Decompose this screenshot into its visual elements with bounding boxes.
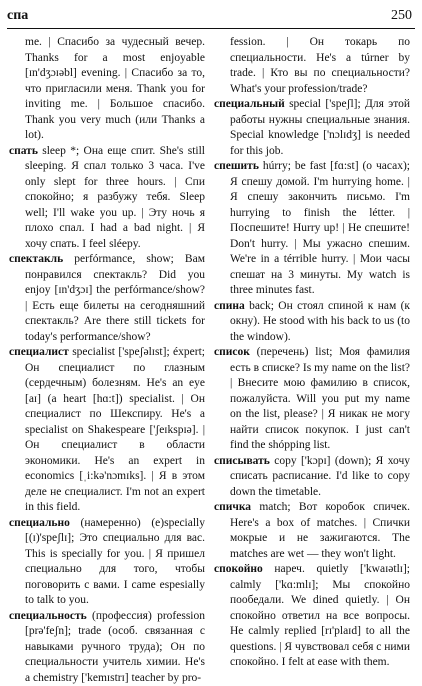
dictionary-entry <box>9 252 205 345</box>
entry-body: back; Он стоял спиной к нам (к окну). He stood with his back to us (to the window). <box>230 300 410 343</box>
entry-body: (намеренно) (e)specially [(ɪ)'speʃlɪ]; Это специально для вас. This is specially for you. | Я пришел специально для того, чтобы поговорить с вами. I came espesially to talk to you. <box>25 517 205 607</box>
entry-body: specialist ['speʃəlɪst]; éxpert; Он специалист по глазным (сердечным) болезням. He's an eye [aɪ] (a heart [hɑ:t]) specialist. | Он специалист по Шекспиру. He's a specialist on Shakespeare ['ʃeɪkspɪə]. | Он специалист в области экономики. He's an expert in economics [ˌi:kə'nɔmɪks]. | Я в этом деле не специалист. I'm not an expert in this field. <box>25 346 205 513</box>
entry-body: special ['speʃl]; Для этой работы нужны специальные знания. Special knowledge ['nɔlɪdʒ] is needed for this job. <box>230 98 410 157</box>
dictionary-entry <box>214 97 410 159</box>
dictionary-entry <box>9 516 205 609</box>
page-number: 250 <box>391 8 412 24</box>
dictionary-entry <box>214 345 410 454</box>
entry-headword: списывать <box>214 455 270 467</box>
entry-body: húrry; be fast [fɑ:st] (о часах); Я спешу домой. I'm hurrying home. | Я спешу закончить письмо. I'm hurrying to finish the létter. | Поспешите! Hurry up! | Не спешите! Don't hurry. | Мы ужасно спешим. We're in a térrible hurry. | Мои часы спешат на 3 минуты. My watch is three minutes fast. <box>230 160 410 296</box>
dictionary-entry <box>214 159 410 299</box>
entry-continuation: me. | Спасибо за чудесный вечер. Thanks for a most enjoyable [ɪn'dʒɔɪəbl] evening. | Спасибо за то, что пригласили меня. Thank you for inviting me. | Большое спасибо. Thank you very much (или Thanks a lot). <box>9 35 205 144</box>
entry-headword: спешить <box>214 160 259 172</box>
entry-headword: специально <box>9 517 70 529</box>
page-header <box>7 6 415 28</box>
entry-headword: спокойно <box>214 563 263 575</box>
entry-continuation: fession. | Он токарь по специальности. He's a túrner by trade. | Кто вы по специальности? What's your profession/trade? <box>214 35 410 97</box>
entry-body: (профессия) profession [prə'feʃn]; trade (особ. связанная с навыками ручного труда); Он по специальности учитель химии. He's a chemistry ['kemɪstrɪ] teacher by pro- <box>25 610 205 684</box>
dictionary-entry <box>214 454 410 501</box>
dictionary-entry <box>9 345 205 516</box>
dictionary-entry <box>9 609 205 686</box>
entry-body: нареч. quietly ['kwaɪətlɪ]; calmly ['kɑ:mlɪ]; Мы спокойно пообедали. We dined quietly. | Он спокойно ответил на все вопросы. He calmly replied [rɪ'plaɪd] to all the questions. | Я чувствовал себя с ними спокойно. I felt at ease with them. <box>230 563 410 668</box>
entry-headword: специальность <box>9 610 87 622</box>
entry-headword: спектакль <box>9 253 63 265</box>
dictionary-entry <box>214 500 410 562</box>
right-column <box>214 35 410 671</box>
entry-headword: спать <box>9 145 38 157</box>
entry-headword: список <box>214 346 250 358</box>
entry-headword: специальный <box>214 98 285 110</box>
entry-headword: специалист <box>9 346 69 358</box>
entry-body: copy ['kɔpɪ] (down); Я хочу списать расписание. I'd like to copy down the timetable. <box>230 455 410 498</box>
dictionary-entry <box>9 144 205 253</box>
entry-body: match; Вот коробок спичек. Here's a box of matches. | Спички мокрые и не зажигаются. The matches are wet — they won't light. <box>230 501 410 560</box>
entry-headword: спичка <box>214 501 251 513</box>
header-rule <box>7 28 415 29</box>
dictionary-entry <box>214 562 410 671</box>
entry-body: sleep *; Она еще спит. She's still sleeping. Я спал только 3 часа. I've only slept for three hours. | Спи спокойно; я разбужу тебя. Sleep well; I'll wake you up. | Эту ночь я плохо спал. I had a bad night. | Я хочу спать. I feel sléepy. <box>25 145 205 250</box>
entry-body: (перечень) list; Моя фамилия есть в списке? Is my name on the list? | Внесите мою фамилию в список, пожалуйста. Will you put my name on the list, please? | Я никак не могу найти список покупок. I just can't find the shópping list. <box>230 346 410 451</box>
left-column <box>9 35 205 686</box>
entry-body: perfórmance, show; Вам понравился спектакль? Did you enjoy [ɪn'dʒɔɪ] the perfórmance/show? | Есть еще билеты на сегодняшний спектакль? Are there still tickets for today's performance/show? <box>25 253 205 343</box>
header-headword: спа <box>7 8 28 24</box>
entry-headword: спина <box>214 300 245 312</box>
dictionary-entry <box>214 299 410 346</box>
